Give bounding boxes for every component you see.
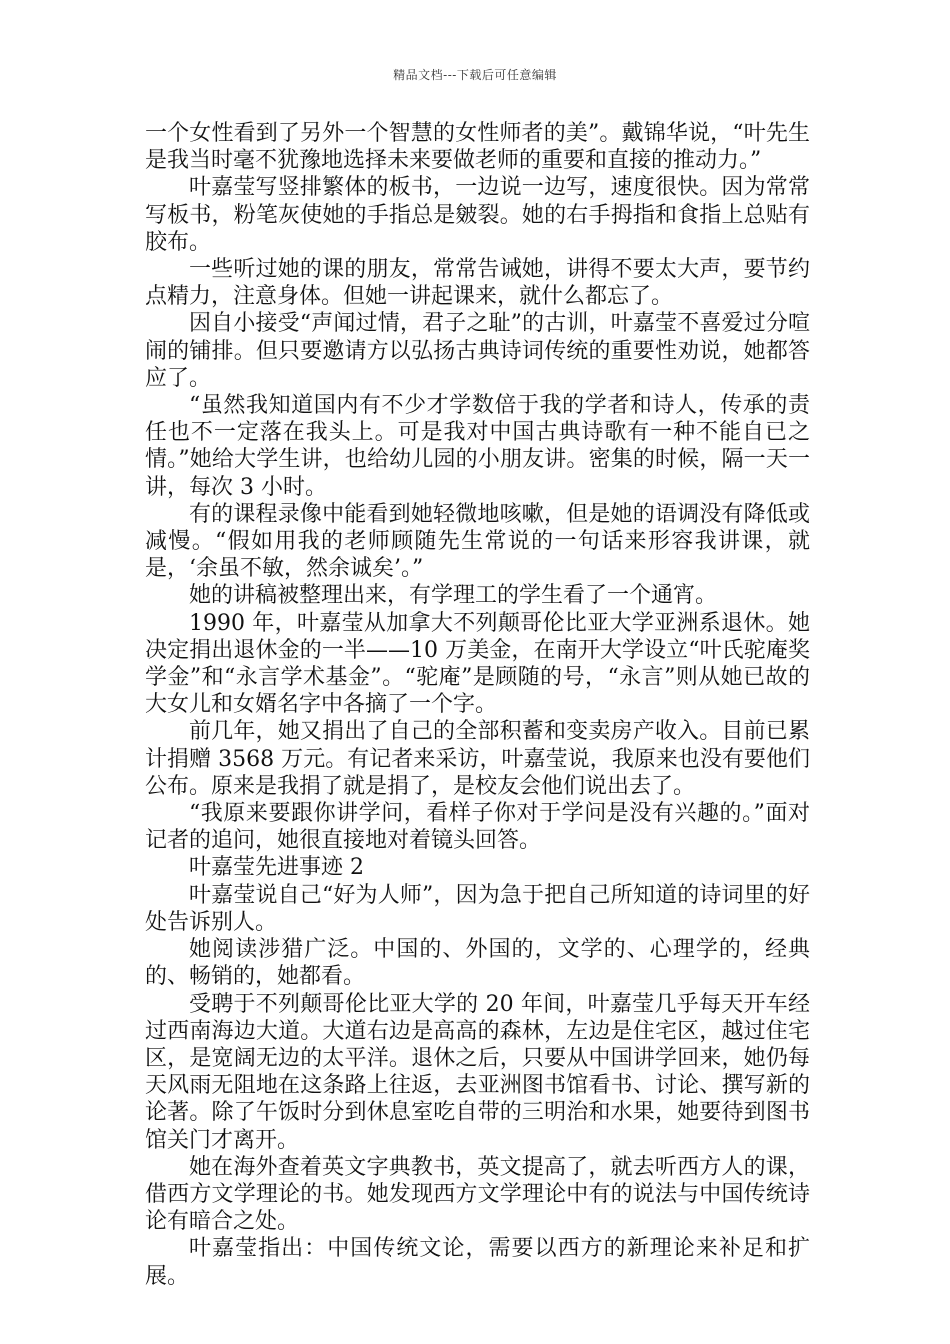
paragraph: “我原来要跟你讲学问，看样子你对于学问是没有兴趣的。”面对记者的追问，她很直接地对着镜头回答。: [145, 801, 810, 854]
paragraph: 一个女性看到了另外一个智慧的女性师者的美”。戴锦华说，“叶先生是我当时毫不犹豫地选择未来要做老师的重要和直接的推动力。”: [145, 121, 810, 174]
paragraph: “虽然我知道国内有不少才学数倍于我的学者和诗人，传承的责任也不一定落在我头上。可是我对中国古典诗歌有一种不能自已之情。”她给大学生讲，也给幼儿园的小朋友讲。密集的时候，隔一天一讲，每次 3 小时。: [145, 393, 810, 500]
paragraph: 她在海外查着英文字典教书，英文提高了，就去听西方人的课，借西方文学理论的书。她发现西方文学理论中有的说法与中国传统诗论有暗合之处。: [145, 1154, 810, 1235]
paragraph: 叶嘉莹写竖排繁体的板书，一边说一边写，速度很快。因为常常写板书，粉笔灰使她的手指总是皴裂。她的右手拇指和食指上总贴有胶布。: [145, 175, 810, 255]
paragraph: 前几年，她又捐出了自己的全部积蓄和变卖房产收入。目前已累计捐赠 3568 万元。有记者来采访，叶嘉莹说，我原来也没有要他们公布。原来是我捐了就是捐了，是校友会他们说出去了。: [145, 719, 810, 799]
paragraph: 有的课程录像中能看到她轻微地咳嗽，但是她的语调没有降低或减慢。“假如用我的老师顾随先生常说的一句话来形容我讲课，就是，‘余虽不敏，然余诚矣’。”: [145, 501, 810, 582]
paragraph: 她的讲稿被整理出来，有学理工的学生看了一个通宵。: [189, 583, 718, 609]
paragraph: 1990 年，叶嘉莹从加拿大不列颠哥伦比亚大学亚洲系退休。她决定捐出退休金的一半——10 万美金，在南开大学设立“叶氏驼庵奖学金”和“永言学术基金”。“驼庵”是顾随的号，“永言”则从她已故的大女儿和女婿名字中各摘了一个字。: [145, 610, 810, 718]
section-heading: 叶嘉莹先进事迹 2: [189, 855, 364, 881]
document-body: [145, 120, 810, 1290]
paragraph: 因自小接受“声闻过情，君子之耻”的古训，叶嘉莹不喜爱过分喧闹的铺排。但只要邀请方以弘扬古典诗词传统的重要性劝说，她都答应了。: [145, 311, 810, 391]
paragraph: 一些听过她的课的朋友，常常告诫她，讲得不要太大声，要节约点精力，注意身体。但她一讲起课来，就什么都忘了。: [145, 257, 810, 310]
paragraph: 叶嘉莹指出：中国传统文论，需要以西方的新理论来补足和扩展。: [145, 1236, 810, 1289]
page-header: 精品文档---下载后可任意编辑: [393, 68, 557, 82]
paragraph: 她阅读涉猎广泛。中国的、外国的，文学的、心理学的，经典的、畅销的，她都看。: [145, 937, 810, 990]
paragraph: 叶嘉莹说自己“好为人师”，因为急于把自己所知道的诗词里的好处告诉别人。: [145, 882, 810, 935]
paragraph: 受聘于不列颠哥伦比亚大学的 20 年间，叶嘉莹几乎每天开车经过西南海边大道。大道右边是高高的森林，左边是住宅区，越过住宅区，是宽阔无边的太平洋。退休之后，只要从中国讲学回来，她仍每天风雨无阻地在这条路上往返，去亚洲图书馆看书、讨论、撰写新的论著。除了午饭时分到休息室吃自带的三明治和水果，她要待到图书馆关门才离开。: [145, 991, 810, 1153]
